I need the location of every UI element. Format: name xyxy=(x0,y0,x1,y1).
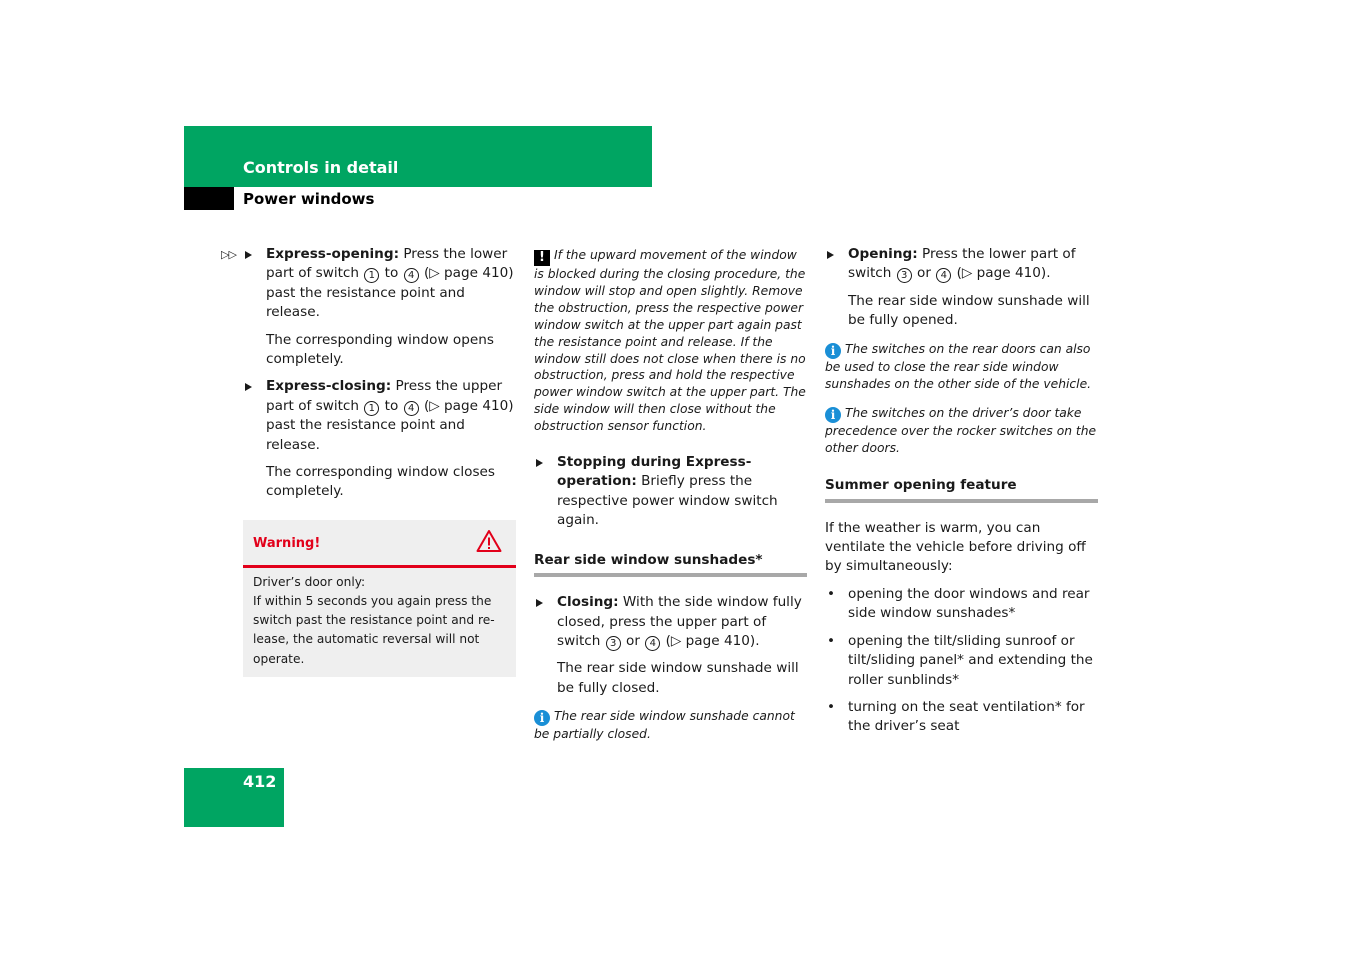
step-text xyxy=(557,593,807,651)
step-label: Express-opening: xyxy=(266,246,400,262)
bullet-icon: • xyxy=(827,585,836,602)
step-arrow-icon xyxy=(536,599,543,607)
page-number: 412 xyxy=(243,772,277,791)
warning-text: If within 5 seconds you again press the switch past the resistance point and release, the automatic reversal will not operate. xyxy=(253,594,495,666)
warning-triangle-icon xyxy=(476,529,502,553)
step-text xyxy=(266,377,516,455)
step-opening xyxy=(825,245,1098,284)
step-label: Opening: xyxy=(848,246,918,262)
step-text-part: or xyxy=(621,632,645,649)
step-express-closing xyxy=(243,377,516,455)
step-text-part: Briefly press the respective power window switch again. xyxy=(557,473,778,529)
info-note-text: The switches on the rear doors can also be used to close the rear side window sunshades on the other side of the vehicle. xyxy=(825,341,1092,391)
step-text-part: to xyxy=(380,265,403,282)
step-text-part: to xyxy=(380,397,403,414)
step-closing xyxy=(534,593,807,651)
step-label: Stopping during Express-operation: xyxy=(557,454,752,490)
step-text-part: Press the upper part of switch xyxy=(266,378,503,414)
section-tab-marker xyxy=(184,187,234,210)
step-result: The corresponding window closes completely. xyxy=(266,464,496,500)
step-stopping xyxy=(534,453,807,531)
step-arrow-icon xyxy=(245,383,252,391)
info-note xyxy=(825,405,1098,457)
info-note-text: The switches on the driver’s door take precedence over the rocker switches on the other doors. xyxy=(825,406,1097,456)
switch-number-4-icon: 4 xyxy=(404,268,419,283)
switch-number-4-icon: 4 xyxy=(404,401,419,416)
list-item xyxy=(825,585,1098,624)
summer-intro: If the weather is warm, you can ventilate the vehicle before driving off by simultaneously: xyxy=(825,519,1086,575)
info-note-text: The rear side window sunshade cannot be partially closed. xyxy=(534,709,795,742)
column-3 xyxy=(825,245,1098,737)
step-label: Express-closing: xyxy=(266,378,392,395)
heading-summer-opening: Summer opening feature xyxy=(825,476,1098,502)
info-icon: i xyxy=(534,710,550,726)
page-reference: (▷ page 410) past the resistance point and release. xyxy=(266,265,514,321)
info-icon: i xyxy=(825,407,841,423)
caution-note xyxy=(534,247,807,435)
bullet-icon: • xyxy=(827,698,836,715)
switch-number-1-icon: 1 xyxy=(364,268,379,283)
page-reference: (▷ page 410) past the resistance point and release. xyxy=(266,397,514,453)
step-express-opening xyxy=(221,245,516,323)
step-text xyxy=(266,245,516,323)
caution-exclamation-icon: ! xyxy=(534,250,550,266)
switch-number-3-icon: 3 xyxy=(606,636,621,651)
step-arrow-icon xyxy=(827,251,834,259)
step-result: The corresponding window opens completely. xyxy=(266,331,494,368)
step-arrow-icon xyxy=(536,459,543,467)
list-item xyxy=(825,698,1098,737)
bullet-icon: • xyxy=(827,632,836,649)
warning-body xyxy=(243,568,516,677)
warning-label: Warning! xyxy=(253,535,321,551)
heading-rear-sunshades: Rear side window sunshades* xyxy=(534,551,807,577)
page-reference: (▷ page 410). xyxy=(661,632,760,649)
info-icon: i xyxy=(825,343,841,359)
switch-number-4-icon: 4 xyxy=(936,268,951,283)
switch-number-4-icon: 4 xyxy=(645,636,660,651)
list-item xyxy=(825,632,1098,690)
header-band xyxy=(184,126,652,187)
list-item-text: opening the door windows and rear side window sunshades* xyxy=(848,585,1090,622)
info-note xyxy=(825,341,1098,393)
switch-number-3-icon: 3 xyxy=(897,268,912,283)
page-reference: (▷ page 410). xyxy=(952,265,1051,282)
warning-box xyxy=(243,520,516,677)
step-text xyxy=(557,453,807,531)
step-text xyxy=(848,245,1098,284)
warning-scope: Driver’s door only: xyxy=(253,574,366,589)
step-label: Closing: xyxy=(557,594,619,611)
step-result: The rear side window sunshade will be fully opened. xyxy=(848,292,1090,329)
section-title: Controls in detail xyxy=(243,158,399,177)
step-result: The rear side window sunshade will be fully closed. xyxy=(557,660,799,696)
step-arrow-icon xyxy=(245,251,252,259)
section-subtitle: Power windows xyxy=(243,190,375,208)
column-1 xyxy=(221,245,516,677)
caution-note-text: If the upward movement of the window is blocked during the closing procedure, the window will stop and open slightly. Remove the obstruction, press the respective power window switch at the upper part again past the resistance point and release. If the window still does not close when there is no obstruction, press and hold the respective power window switch at the upper part. The side window will then close without the obstruction sensor function. xyxy=(534,248,806,434)
column-2 xyxy=(534,245,807,743)
step-text-part: With the side window fully closed, press the upper part of switch xyxy=(557,594,802,649)
list-item-text: opening the tilt/sliding sunroof or tilt/sliding panel* and extending the roller sunblinds* xyxy=(848,632,1093,688)
info-note xyxy=(534,708,807,743)
warning-header xyxy=(243,520,516,568)
step-text-part: Press the lower part of switch xyxy=(848,246,1076,282)
list-item-text: turning on the seat ventilation* for the driver’s seat xyxy=(848,698,1085,735)
continuation-mark: ▷▷ xyxy=(221,248,236,261)
step-text-part: Press the lower part of switch xyxy=(266,246,508,282)
step-text-part: or xyxy=(912,265,936,282)
switch-number-1-icon: 1 xyxy=(364,401,379,416)
